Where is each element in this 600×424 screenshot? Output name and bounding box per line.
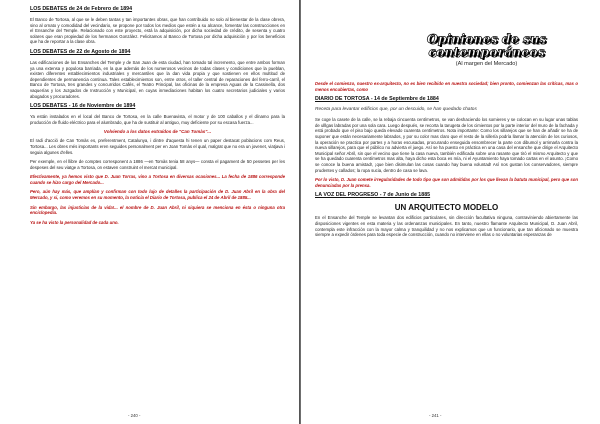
section-heading: LOS DEBATES de 22 de Agosto de 1894 bbox=[30, 48, 131, 55]
red-paragraph: Efectivamente, ya hemos visto que D. Juan Torras, vino a Tortosa en diversas ocasiones... La fecha de 1886 corresponde cuando se hizo cargo del Mercado... bbox=[30, 174, 285, 185]
section-debates-1894-11 bbox=[30, 103, 285, 125]
section-debates-1894-08 bbox=[30, 49, 285, 99]
section-paragraph: Las edificaciones de los Ensanches del Temple y de San Juan de esta ciudad, han tomado tal incremento, que entre ambos forman ya una extensa y populosa barriada, en la que además de los numerosos vecinos de todas clases y condiciones que la pueblan, existen diferentes establecimientos industriales y mercantiles que la dan vida propia y que sostienen en ellos multitud de dependientes de permanencia continua. Tales establecimientos son, entre otros, el taller central de reparaciones del ferro-carril, el Banco de Tortosa, tres grandes y concurridos Cafés, el Teatro Principal, las oficinas de la empresa Aguas de la Cassinella, dos vaquerías y los Juzgados de Instrucción y Municipal, en cuyas inmediaciones habitan los cuatro secretarios judiciales y varios abogados y procuradores. bbox=[30, 59, 285, 99]
voz-body: En el Ensanche del Temple se levantan dos edificios particulares, sin dirección facultativa ninguna, contraviniendo abiertamente las disposiciones vigentes en esta materia y las ordenanzas municipales. En tanto, nuestro flamante Arquitecto Municipal, D. Juan Abril, contempla este infracción con la mayor calma y tranquilidad y no nos explicamos que un funcionario, que tan aficionado se muestra siempre a expedir órdenes para toda especie de construcción, cuando no interviene en ellas o no voluntarias esperanzas de bbox=[315, 215, 578, 238]
body-paragraph: El radi d'acció de Can Tomàs es, preferentment, Catalunya, i dintre d'aquesta hi tenen un paper destacat poblacions com Reus, Tortosa... Les obres més importants eren seguides personalment per en Joan Tomàs el qual, malgrat que no era un jovenet, viatjava i seguia algunes d'elles. bbox=[30, 138, 285, 155]
page-number: - 241 - bbox=[429, 413, 442, 418]
diario-heading: DIARIO DE TORTOSA - 14 de Septiembre de 1884 bbox=[315, 96, 439, 103]
section-paragraph: Ya están instalados en el local del Banco de Tortosa, en la calle Buenavista, el motor y de 100 caballos y el dínamo para la producción de fluido eléctrico para el alumbrado, que ha de sustituir al antiguo, muy deficiente por su escasa fuerza... bbox=[30, 114, 285, 125]
title-block bbox=[315, 32, 578, 67]
voz-heading: LA VOZ DEL PROGRESO - 7 de Junio de 1885 bbox=[315, 192, 431, 199]
section-heading: LOS DEBATES - 16 de Noviembre de 1894 bbox=[30, 103, 136, 110]
body-paragraph: Per exemple, en el llibre de comptes corresponent a 1886 —en Tomàs tenia 58 anys— consta el pagament de 50 pessetes per les despeses del seu viatge a Tortosa, on estaven construint el mercat municipal. bbox=[30, 159, 285, 170]
red-paragraph: Sin embargo, las injusticias de la vida!... el nombre de D. Juan Abril, ni siquiera se menciona en ésta o ninguna otra enciclopedia. bbox=[30, 204, 285, 216]
red-note: Por lo visto, D. Juan comete irregularidades de todo tipo que son admitidas por los que llevan la batuta municipal, pero que son denunciadas por la prensa. bbox=[315, 177, 578, 188]
section-heading: LOS DEBATES de 24 de Febrero de 1894 bbox=[30, 6, 133, 12]
red-paragraph: Pero, aún hay más, que amplían y confirman con todo lujo de detalles la participación de D. Juan Abril en la obra del Mercado, y si, como veremos en su momento, la noticia el Diario de Tortosa, publica el 24 de Abril de 1885... bbox=[30, 189, 285, 201]
section-debates-1894-02 bbox=[30, 6, 285, 45]
page-number: - 240 - bbox=[128, 413, 141, 418]
quote-heading: Volviendo a los datos extraídos de "Can Tomàs"... bbox=[103, 129, 212, 135]
section-paragraph: El Banco de Tortosa, al que se le deben tantas y tan importantes obras, que han contribuido no solo al bienestar de la clase obrera, sino al ornato y comodidad del vecindario, se propone por todos los medios que estén a su alcance, fomentar las construcciones en el Ensanche del Temple. Relacionado con este proyecto, está la adquisición, por dicha sociedad de crédito, de sesenta y cuatro solares que eran propiedad de los hermanos González. Felicitamos al Banco de Tortosa por dicha adquisición y por los beneficios que ha de reportar a la clase obra. bbox=[30, 17, 285, 45]
diario-lead: Receta para levantar edificios que, por un descuido, se han quedado chatos bbox=[315, 107, 477, 113]
right-page bbox=[301, 0, 600, 424]
page-subtitle: (Al margen del Mercado) bbox=[455, 61, 518, 67]
intro-red-paragraph: Desde el comienzo, nuestro ex-arquitecto, no es bien recibido en nuestra sociedad; bien pronto, comienzan las críticas, mas o menos encubiertas, como bbox=[315, 81, 578, 92]
page-title-line-1: Opiniones de sus bbox=[426, 31, 547, 46]
diario-body: Se coge la casete de la calle, se la rebaja cincuenta centímetros, se van deshaciendo los somieres y se colocan en su lugar unas tablas de ulllgas labradas por una sola cara. Luego después, se recorta la tarugeta de los cimientos por la parte interior del muro de la fachada y está probado que el piso bajo queda elevado cuarenta centímetros. Nota importante: Como los sillarejos que se han de añadir se ha de suponer que están necesariamente labrados, y por su color mas claro que el resto de la sillería podría llamar la atención de los curiosos, la operación se practica por partes y a horas escusadas, procurando enseguida ensombrecer la parte con dibumol y arrimarla contra la nueva sillarejos, para que el público no advierta el juego. Así se ha puesto en práctica en una casa del ensanche que dirige el Arquitecto Municipal señor Abril, sin que el vecino que tiene la casa nueva, también edificada sobre una rasante que tiró el mismo Arquitecto y que se ha quedado cuarenta centímetros mas alta, haya dicho esta boca es mía, ni el Ayuntamiento haya tomado cartas en el asunto. ¡Como se conoce la buena amistad!, ¡que bien disimulan las cosas cuando hay buena voluntad! Así nos gustan los conservadores, siempre prudentes y callados; la ropa sucia, dentro de casa se lava. bbox=[315, 117, 578, 173]
red-paragraph: Ya se ha visto la personalidad de cada uno. bbox=[30, 219, 119, 225]
page-title-line-2: contemporáneos bbox=[428, 44, 545, 59]
voz-title: UN ARQUITECTO MODELO bbox=[394, 203, 499, 213]
